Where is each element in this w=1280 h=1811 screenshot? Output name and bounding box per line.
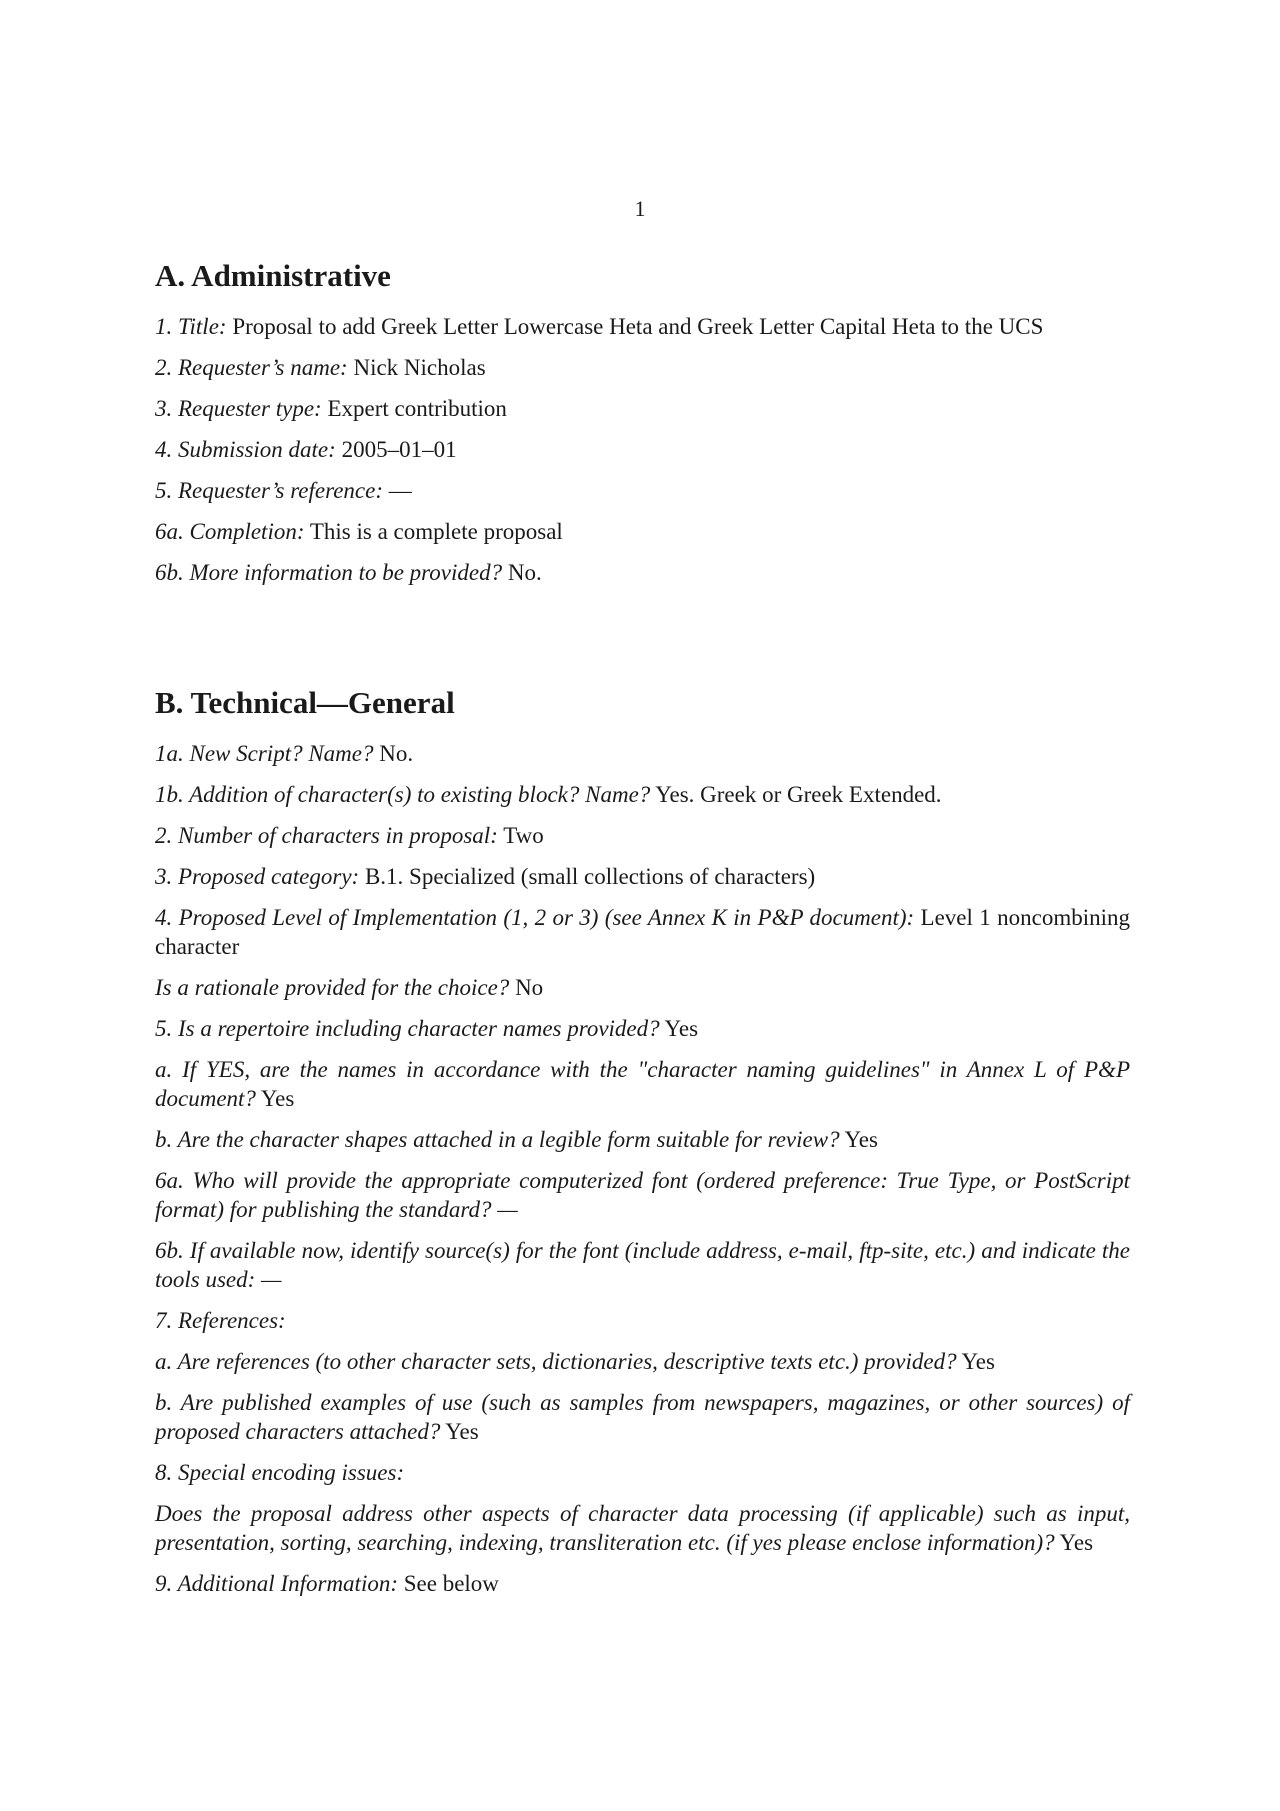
form-item <box>155 394 1130 423</box>
item-value: Yes <box>260 1086 295 1111</box>
section-administrative <box>155 256 1130 599</box>
item-label: 6a. Who will provide the appropriate computerized font (ordered preference: True Type, or PostScript format) for publishing the standard? — <box>155 1168 1130 1222</box>
form-item <box>155 558 1130 587</box>
form-item <box>155 973 1130 1002</box>
item-label: 6a. Completion: <box>155 519 305 544</box>
item-value: Expert contribution <box>327 396 507 421</box>
form-item <box>155 862 1130 891</box>
item-label: 1b. Addition of character(s) to existing block? Name? <box>155 782 651 807</box>
form-item <box>155 1236 1130 1294</box>
form-item <box>155 353 1130 382</box>
item-value: See below <box>403 1571 499 1596</box>
page-number: 1 <box>634 196 646 221</box>
form-item <box>155 1499 1130 1557</box>
form-item <box>155 1569 1130 1598</box>
item-value: Nick Nicholas <box>353 355 486 380</box>
item-label: 3. Requester type: <box>155 396 322 421</box>
item-label: 4. Proposed Level of Implementation (1, 2 or 3) (see Annex K in P&P document): <box>155 905 915 930</box>
item-value: No. <box>507 560 542 585</box>
form-item <box>155 1055 1130 1113</box>
section-technical-general <box>155 683 1130 1610</box>
item-label: a. If YES, are the names in accordance with the "character naming guidelines" in Annex L of P&P document? <box>155 1057 1130 1111</box>
item-label: 8. Special encoding issues: <box>155 1460 405 1485</box>
form-item <box>155 739 1130 768</box>
item-value: Proposal to add Greek Letter Lowercase Heta and Greek Letter Capital Heta to the UCS <box>232 314 1044 339</box>
item-label: 3. Proposed category: <box>155 864 360 889</box>
item-value: Yes <box>445 1419 479 1444</box>
form-item <box>155 1166 1130 1224</box>
item-value: Level 1 noncombining character <box>155 905 1130 959</box>
item-label: 1a. New Script? Name? <box>155 741 374 766</box>
form-item <box>155 903 1130 961</box>
item-label: Does the proposal address other aspects of character data processing (if applicable) such as input, presentation, sorting, searching, indexing, transliteration etc. (if yes please enclose information)? <box>155 1501 1130 1555</box>
item-value: Yes. Greek or Greek Extended. <box>655 782 942 807</box>
form-item <box>155 435 1130 464</box>
item-label: 5. Requester’s reference: <box>155 478 384 503</box>
item-value: No. <box>379 741 414 766</box>
item-value: Two <box>503 823 544 848</box>
item-value: 2005–01–01 <box>341 437 457 462</box>
item-label: 1. Title: <box>155 314 227 339</box>
item-label: Is a rationale provided for the choice? <box>155 975 510 1000</box>
technical-items <box>155 739 1130 1598</box>
item-label: 6b. If available now, identify source(s) for the font (include address, e-mail, ftp-site, etc.) and indicate the tools used: — <box>155 1238 1130 1292</box>
form-item <box>155 1014 1130 1043</box>
item-label: 6b. More information to be provided? <box>155 560 503 585</box>
item-value: Yes <box>664 1016 699 1041</box>
form-item <box>155 1458 1130 1487</box>
item-value: No <box>515 975 544 1000</box>
form-item <box>155 821 1130 850</box>
administrative-items <box>155 312 1130 587</box>
item-label: 2. Requester’s name: <box>155 355 348 380</box>
form-item <box>155 476 1130 505</box>
item-value: Yes <box>961 1349 995 1374</box>
item-label: 5. Is a repertoire including character names provided? <box>155 1016 660 1041</box>
form-item <box>155 1306 1130 1335</box>
form-item <box>155 312 1130 341</box>
item-label: 2. Number of characters in proposal: <box>155 823 498 848</box>
item-value: Yes <box>844 1127 878 1152</box>
item-value: — <box>388 478 412 503</box>
item-value: B.1. Specialized (small collections of characters) <box>364 864 816 889</box>
item-label: 4. Submission date: <box>155 437 336 462</box>
section-heading-administrative: A. Administrative <box>155 258 391 293</box>
item-label: a. Are references (to other character sets, dictionaries, descriptive texts etc.) provided? <box>155 1349 957 1374</box>
section-heading-technical-general: B. Technical—General <box>155 685 455 720</box>
form-item <box>155 1388 1130 1446</box>
item-label: 7. References: <box>155 1308 286 1333</box>
item-value: This is a complete proposal <box>309 519 563 544</box>
form-item <box>155 780 1130 809</box>
form-item <box>155 1125 1130 1154</box>
form-item <box>155 1347 1130 1376</box>
item-label: 9. Additional Information: <box>155 1571 398 1596</box>
item-label: b. Are the character shapes attached in a legible form suitable for review? <box>155 1127 840 1152</box>
form-item <box>155 517 1130 546</box>
item-value: Yes <box>1059 1530 1094 1555</box>
item-label: b. Are published examples of use (such as samples from newspapers, magazines, or other sources) of proposed characters attached? <box>155 1390 1130 1444</box>
